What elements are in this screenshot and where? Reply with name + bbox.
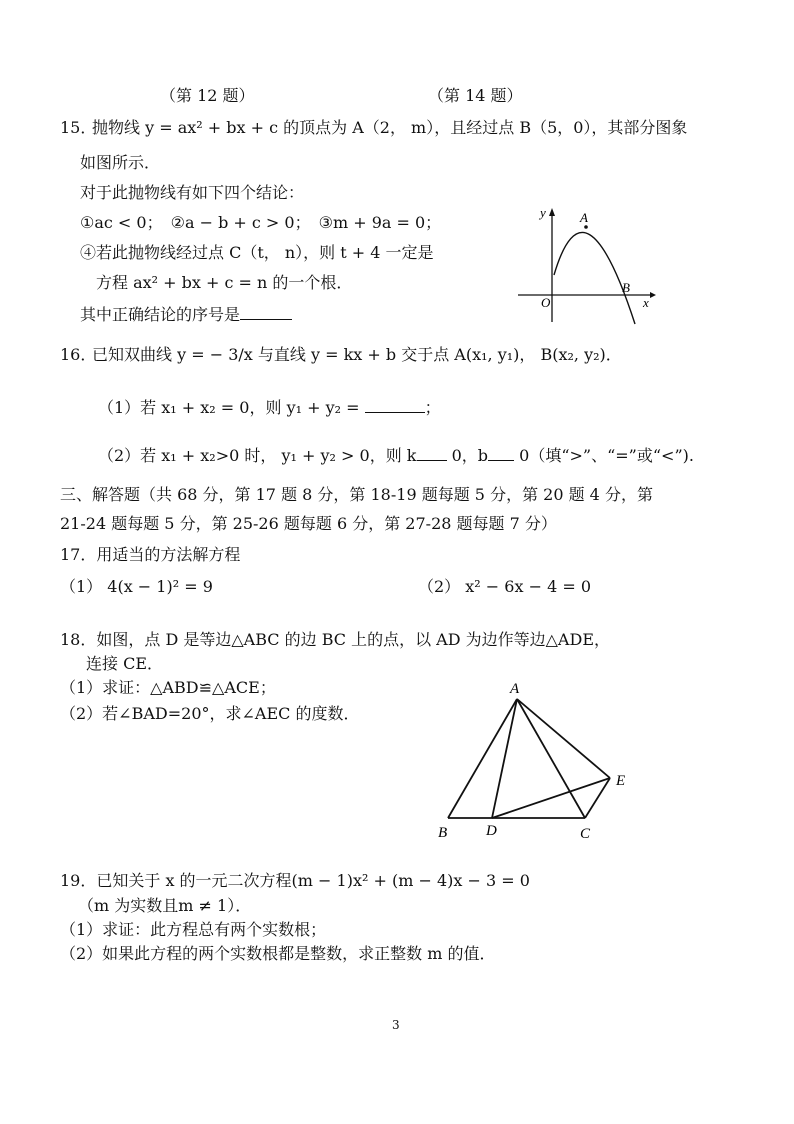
- vertex-c-label: C: [580, 826, 591, 842]
- q15-conclusions-1-3: ①ac < 0； ②a − b + c > 0； ③m + 9a = 0；: [80, 213, 442, 232]
- segment-ae: [517, 699, 610, 778]
- q15-line1: 抛物线 y = ax² + bx + c 的顶点为 A（2， m），且经过点 B（5，0），其部分图象: [92, 118, 688, 137]
- point-d-label: D: [486, 823, 497, 839]
- q16-part1: [98, 398, 441, 416]
- q15-answer-line: [80, 305, 292, 323]
- origin-label: O: [541, 295, 551, 310]
- q18-triangle-figure: [430, 675, 640, 850]
- segment-ce: [585, 778, 610, 818]
- caption-figure-14: （第 14 题）: [428, 86, 523, 105]
- section-3-line2: 21-24 题每题 5 分，第 25-26 题每题 6 分，第 27-28 题每题 7 分）: [60, 514, 557, 533]
- q16-part2-text-c: 0（填“>”、“=”或“<”).: [519, 446, 694, 465]
- q16-part1-end: ；: [424, 398, 441, 417]
- q15-line3: 对于此抛物线有如下四个结论：: [80, 183, 305, 202]
- point-b-label: B: [622, 280, 630, 295]
- q17-equation-2: （2） x² − 6x − 4 = 0: [418, 577, 592, 596]
- vertex-a-label: A: [580, 210, 588, 225]
- vertex-point: [584, 225, 588, 229]
- x-axis-arrow: [650, 292, 656, 298]
- q19-part2: （2）如果此方程的两个实数根都是整数，求正整数 m 的值．: [60, 944, 496, 963]
- q15-line2: 如图所示．: [80, 153, 161, 172]
- segment-ab: [448, 699, 517, 818]
- q19-line2: （m 为实数且m ≠ 1）．: [78, 896, 252, 915]
- vertex-a-label: A: [510, 681, 520, 697]
- y-axis-label: y: [540, 205, 546, 220]
- q16-part1-blank: [365, 398, 425, 413]
- y-axis-arrow: [549, 208, 555, 216]
- q16-line1: 已知双曲线 y = − 3/x 与直线 y = kx + b 交于点 A(x₁, y₁)， B(x₂, y₂)．: [92, 345, 622, 364]
- q18-part2: （2）若∠BAD=20°，求∠AEC 的度数．: [60, 704, 360, 723]
- segment-ad: [492, 699, 517, 818]
- q16-number: 16．: [60, 345, 97, 364]
- q16-part2: [98, 446, 694, 464]
- q16-part1-text: （1）若 x₁ + x₂ = 0，则 y₁ + y₂ =: [98, 398, 360, 417]
- x-axis-label: x: [643, 295, 649, 310]
- q18-line1: 18．如图，点 D 是等边△ABC 的边 BC 上的点，以 AD 为边作等边△ADE，: [60, 630, 610, 649]
- vertex-b-label: B: [438, 825, 448, 841]
- q16-blank-b: [488, 446, 514, 461]
- q19-part1: （1）求证：此方程总有两个实数根；: [60, 920, 327, 939]
- section-3-line1: 三、解答题（共 68 分，第 17 题 8 分，第 18-19 题每题 5 分，第 20 题 4 分，第: [60, 485, 653, 504]
- q17-equation-1: （1） 4(x − 1)² = 9: [60, 577, 213, 596]
- vertex-e-label: E: [616, 773, 626, 789]
- q16-part2-text-a: （2）若 x₁ + x₂>0 时， y₁ + y₂ > 0，则 k: [98, 446, 417, 465]
- q16-blank-k: [417, 446, 447, 461]
- caption-figure-12: （第 12 题）: [160, 86, 255, 105]
- q15-answer-blank: [240, 305, 292, 320]
- segment-ac: [517, 699, 585, 818]
- parabola-curve: [554, 232, 635, 324]
- q19-line1: 19．已知关于 x 的一元二次方程(m − 1)x² + (m − 4)x − 3 = 0: [60, 871, 530, 890]
- q16-part2-text-b: 0，b: [451, 446, 489, 465]
- q15-conclusion-4-line1: ④若此抛物线经过点 C（t， n），则 t + 4 一定是: [80, 243, 434, 262]
- page-number: 3: [392, 1018, 400, 1032]
- q18-part1: （1）求证：△ABD≌△ACE；: [60, 678, 276, 697]
- q15-conclusion-4-line2: 方程 ax² + bx + c = n 的一个根．: [96, 273, 353, 292]
- q17-title: 17．用适当的方法解方程: [60, 545, 241, 564]
- q15-number: 15．: [60, 118, 97, 137]
- q15-parabola-figure: [510, 200, 660, 325]
- q15-answer-prompt: 其中正确结论的序号是: [80, 305, 241, 324]
- q18-line2: 连接 CE．: [86, 654, 164, 673]
- segment-de: [492, 778, 610, 818]
